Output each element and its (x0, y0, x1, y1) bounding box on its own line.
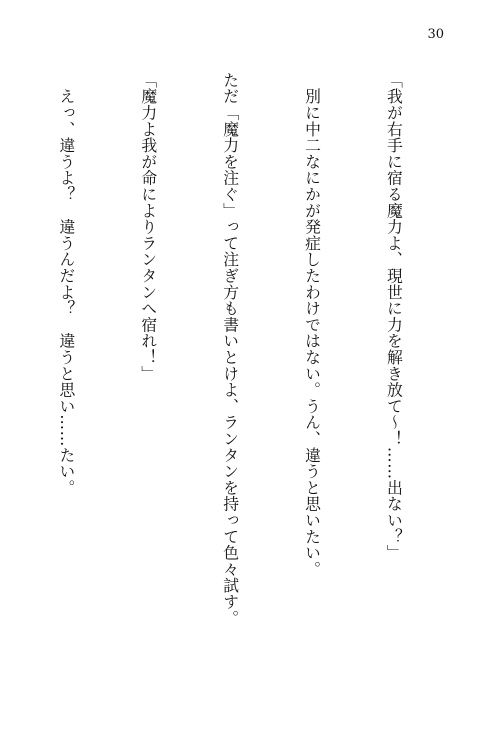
vertical-text-body (56, 72, 462, 684)
page-number: 30 (427, 27, 444, 42)
text-line: 別に中二なにかが発症したわけではない。うん、違うと思いたい。 (302, 72, 322, 578)
text-line: 「我が右手に宿る魔力よ、現世に力を解き放て～！……出ない？」 (384, 72, 404, 561)
text-line: 「魔力よ我が命によりランタンへ宿れ！」 (138, 72, 158, 382)
text-line: えっ、違うよ？ 違うんだよ？ 違うと思い……たい。 (56, 72, 76, 496)
text-line: ただ「魔力を注ぐ」って注ぎ方も書いとけよ、ランタンを持って色々試す。 (220, 72, 240, 627)
